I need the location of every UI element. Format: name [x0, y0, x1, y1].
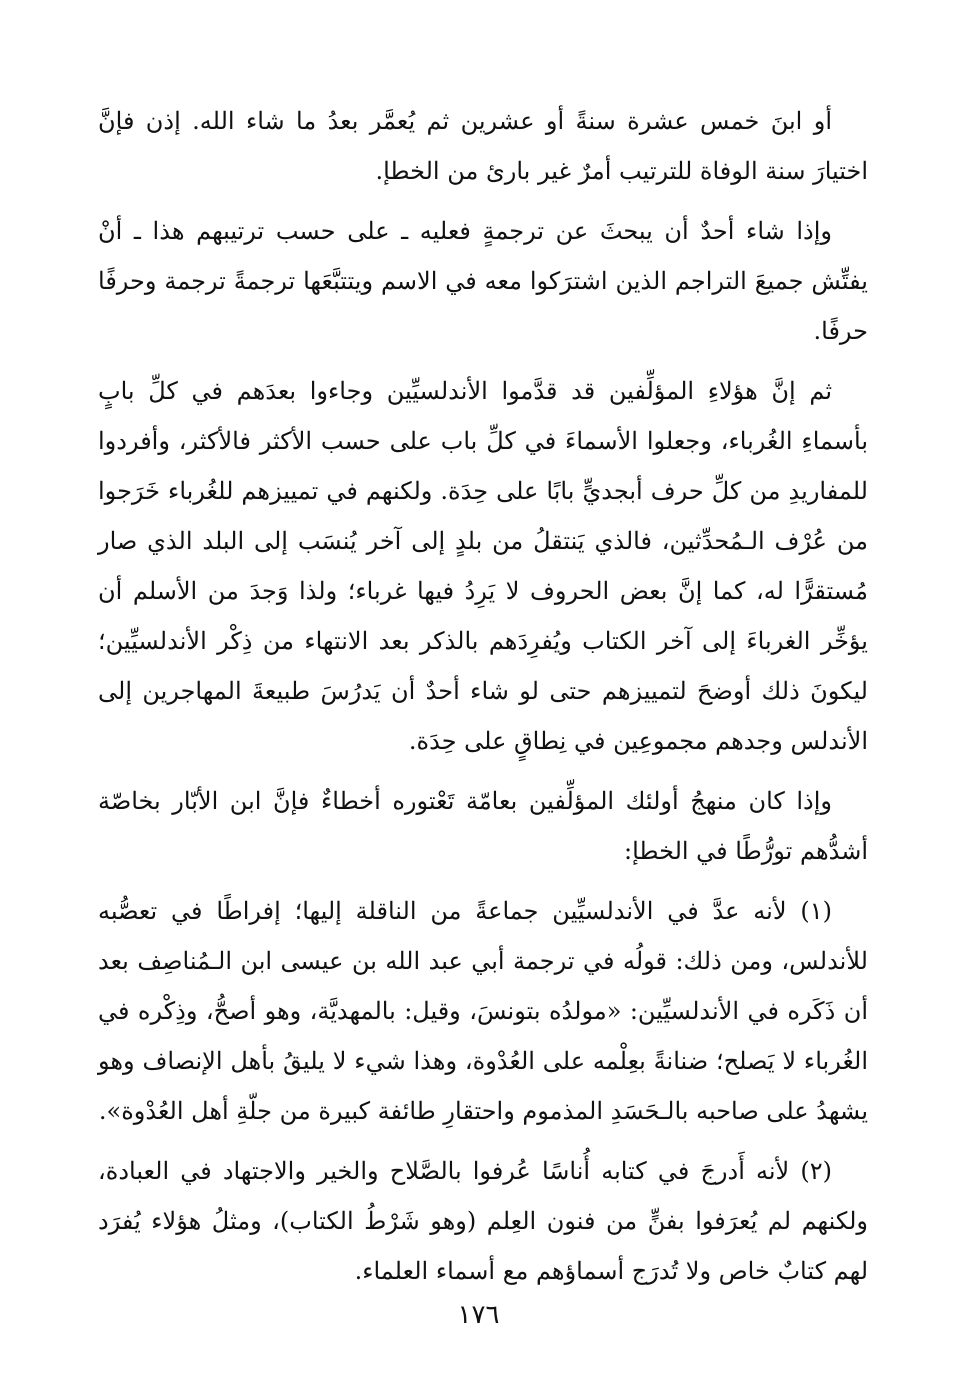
paragraph-6: (٢) لأنه أَدرجَ في كتابه أُناسًا عُرفوا بالصَّلاح والخير والاجتهاد في العبادة، ولكنهم لم يُعرَفوا بفنٍّ من فنون العِلم (وهو شَرْطُ الكتاب)، ومثلُ هؤلاء يُفرَد لهم كتابٌ خاص ولا تُدرَج أسماؤهم مع أسماء العلماء.: [98, 1157, 868, 1285]
paragraph-5: (١) لأنه عدَّ في الأندلسيِّين جماعةً من الناقلة إليها؛ إفراطًا في تعصُّبه للأندلس، ومن ذلك: قولُه في ترجمة أبي عبد الله بن عيسى ابن الـمُناصِف بعد أن ذَكَره في الأندلسيِّين: «مولدُه بتونسَ، وقيل: بالمهديَّة، وهو أصحُّ، وذِكْره في الغُرباء لا يَصلح؛ ضنانةً بعِلْمه على العُدْوة، وهذا شيء لا يليقُ بأهل الإنصاف وهو يشهدُ على صاحبه بالـحَسَدِ المذموم واحتقارِ طائفة كبيرة من جلّةِ أهل العُدْوة».: [98, 897, 869, 1125]
paragraph-4: وإذا كان منهجُ أولئك المؤلِّفين بعامّة تَعْتوره أخطاءٌ فإنَّ ابن الأبّار بخاصّة أشدُّهم تورُّطًا في الخطإ:: [98, 787, 868, 865]
paragraph-3: ثم إنَّ هؤلاءِ المؤلِّفين قد قدَّموا الأندلسيِّين وجاءوا بعدَهم في كلِّ بابٍ بأسماءِ الغُرباء، وجعلوا الأسماءَ في كلِّ باب على حسب الأكثر فالأكثر، وأفردوا للمفاريدِ من كلِّ حرف أبجديٍّ بابًا على حِدَة. ولكنهم في تمييزهم للغُرباء خَرَجوا من عُرْف الـمُحدِّثين، فالذي يَنتقلُ من بلدٍ إلى آخر يُنسَب إلى البلد الذي صار مُستقرًّا له، كما إنَّ بعض الحروف لا يَرِدُ فيها غرباء؛ ولذا وَجدَ من الأسلم أن يؤخِّر الغرباءَ إلى آخر الكتاب ويُفرِدَهم بالذكر بعد الانتهاء من ذِكْر الأندلسيِّين؛ ليكونَ ذلك أوضحَ لتمييزهم حتى لو شاء أحدٌ أن يَدرُسَ طبيعةَ المهاجرين إلى الأندلس وجدهم مجموعِين في نِطاقٍ على حِدَة.: [98, 377, 869, 755]
paragraph-1: أو ابنَ خمس عشرة سنةً أو عشرين ثم يُعمَّر بعدُ ما شاء الله. إذن فإنَّ اختيارَ سنة الوفاة للترتيب أمرٌ غير بارئ من الخطإ.: [98, 107, 868, 185]
page-number: ١٧٦: [457, 1300, 500, 1330]
body-text: [98, 96, 868, 1306]
paragraph-2: وإذا شاء أحدٌ أن يبحثَ عن ترجمةٍ فعليه ـ على حسب ترتيبهم هذا ـ أنْ يفتِّش جميعَ التراجم الذين اشترَكوا معه في الاسم ويتتبَّعَها ترجمةً ترجمة وحرفًا حرفًا.: [98, 217, 868, 345]
